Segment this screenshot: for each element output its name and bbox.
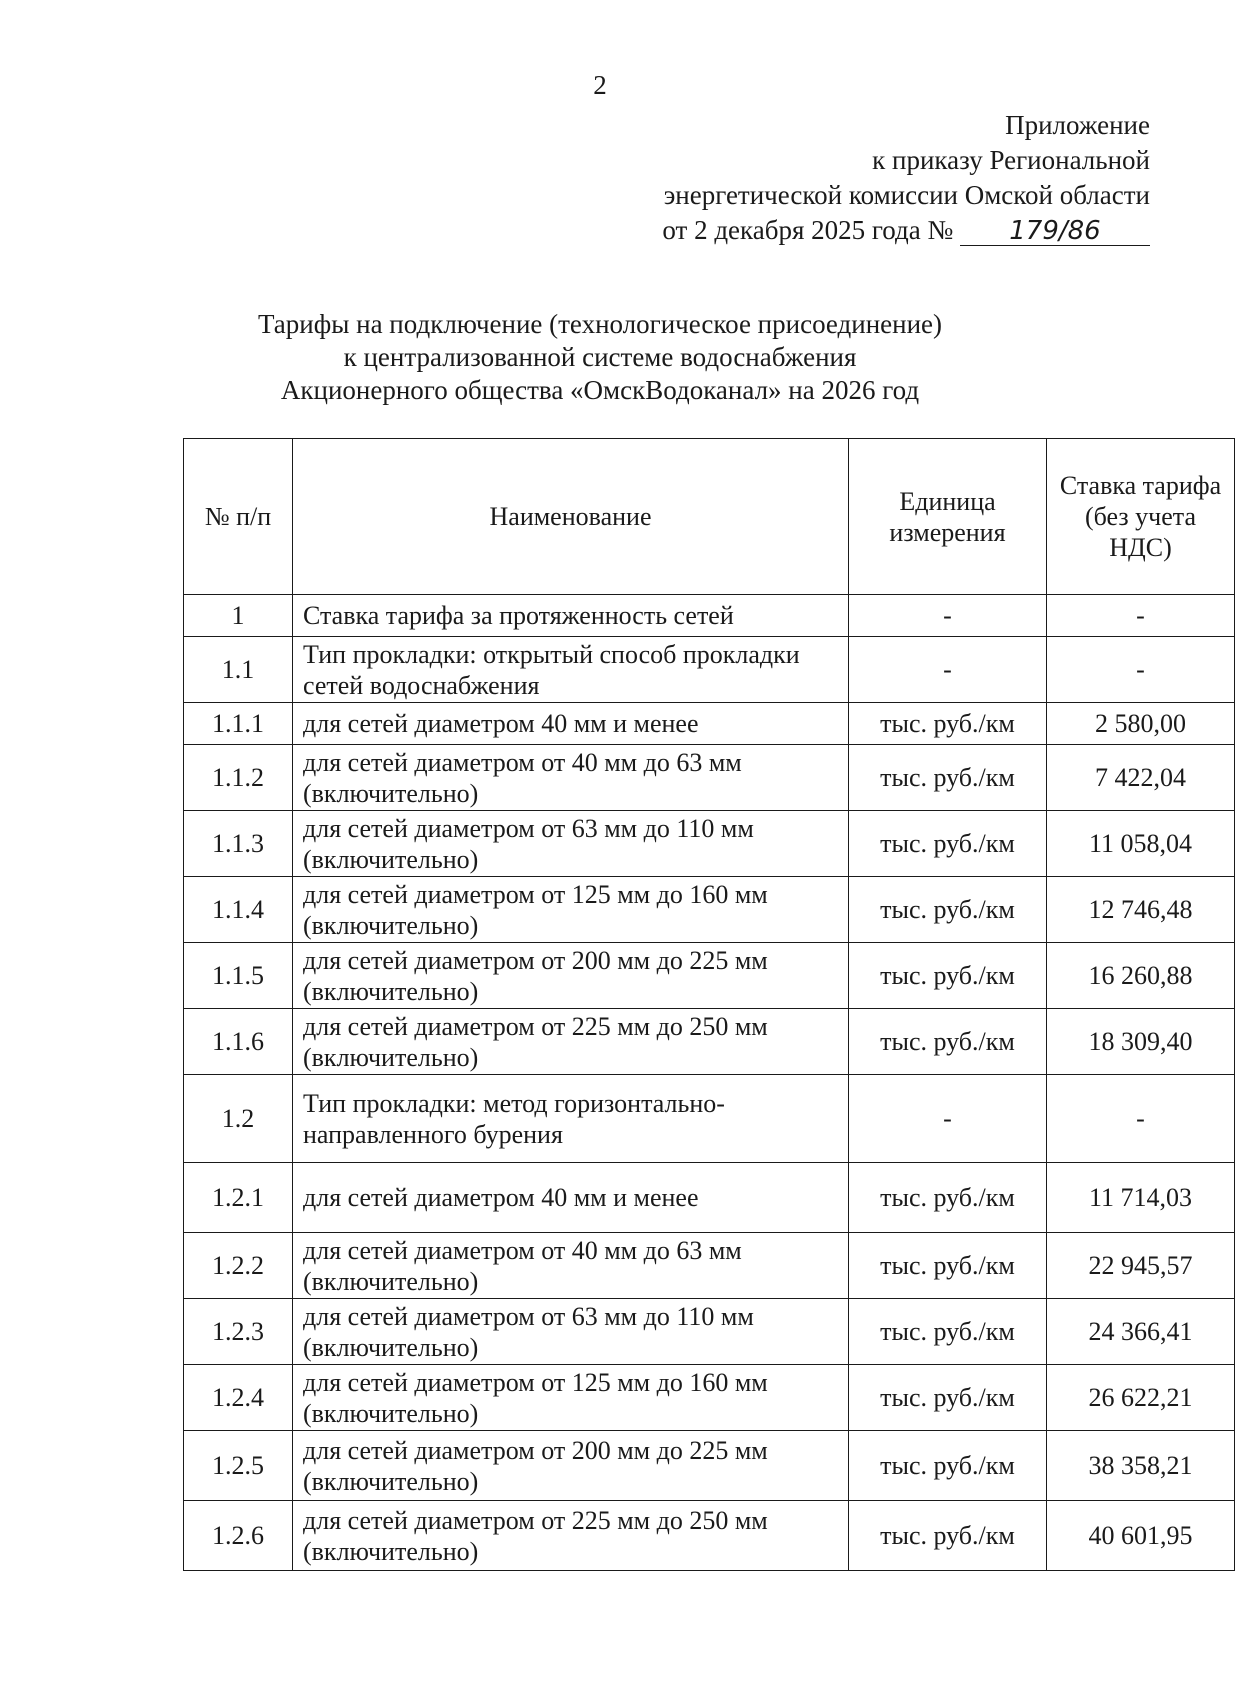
row-name: Тип прокладки: открытый способ прокладки сетей водоснабжения [293,637,849,703]
appendix-title: Приложение [1005,110,1150,140]
table-row [184,1163,1235,1233]
row-num: 1.2.5 [184,1431,293,1501]
row-num: 1.1.3 [184,811,293,877]
row-name: для сетей диаметром 40 мм и менее [293,703,849,745]
row-unit: - [849,1075,1047,1163]
row-unit: тыс. руб./км [849,1365,1047,1431]
row-rate: 22 945,57 [1047,1233,1235,1299]
table-row [184,1431,1235,1501]
row-name: для сетей диаметром от 200 мм до 225 мм (включительно) [293,943,849,1009]
table-row [184,1009,1235,1075]
row-num: 1.2.6 [184,1501,293,1571]
row-rate: 12 746,48 [1047,877,1235,943]
row-unit: тыс. руб./км [849,1163,1047,1233]
header-num: № п/п [184,439,293,595]
row-unit: тыс. руб./км [849,703,1047,745]
row-name: для сетей диаметром от 200 мм до 225 мм (включительно) [293,1431,849,1501]
row-rate: 40 601,95 [1047,1501,1235,1571]
table-row [184,1075,1235,1163]
appendix-block [662,108,1150,248]
header-name: Наименование [293,439,849,595]
row-name: Тип прокладки: метод горизонтально-направленного бурения [293,1075,849,1163]
appendix-order-ref: к приказу Региональной [872,145,1150,175]
row-unit: тыс. руб./км [849,745,1047,811]
table-row [184,1299,1235,1365]
row-unit: - [849,595,1047,637]
row-unit: тыс. руб./км [849,1431,1047,1501]
row-num: 1.1.6 [184,1009,293,1075]
row-rate: 18 309,40 [1047,1009,1235,1075]
row-rate: 24 366,41 [1047,1299,1235,1365]
row-num: 1.2.3 [184,1299,293,1365]
row-rate: - [1047,1075,1235,1163]
row-rate: - [1047,595,1235,637]
row-name: для сетей диаметром от 40 мм до 63 мм (включительно) [293,1233,849,1299]
row-num: 1.1.5 [184,943,293,1009]
table-row [184,745,1235,811]
row-num: 1.2.4 [184,1365,293,1431]
row-unit: тыс. руб./км [849,1299,1047,1365]
row-name: Ставка тарифа за протяженность сетей [293,595,849,637]
table-row [184,943,1235,1009]
row-name: для сетей диаметром от 63 мм до 110 мм (включительно) [293,1299,849,1365]
row-rate: 11 714,03 [1047,1163,1235,1233]
row-name: для сетей диаметром от 225 мм до 250 мм (включительно) [293,1009,849,1075]
row-num: 1.2.2 [184,1233,293,1299]
row-unit: тыс. руб./км [849,1009,1047,1075]
row-num: 1.2 [184,1075,293,1163]
row-num: 1.1.2 [184,745,293,811]
table-row [184,1501,1235,1571]
row-unit: тыс. руб./км [849,943,1047,1009]
table-header-row [184,439,1235,595]
row-rate: 16 260,88 [1047,943,1235,1009]
table-row [184,703,1235,745]
row-unit: тыс. руб./км [849,877,1047,943]
title-line-2: к централизованной системе водоснабжения [343,342,857,372]
row-num: 1 [184,595,293,637]
row-unit: тыс. руб./км [849,1501,1047,1571]
row-rate: - [1047,637,1235,703]
document-title [0,308,1200,407]
row-unit: тыс. руб./км [849,811,1047,877]
order-number-handwritten: 179/86 [960,217,1150,246]
table-row [184,595,1235,637]
row-name: для сетей диаметром от 125 мм до 160 мм (включительно) [293,1365,849,1431]
row-rate: 26 622,21 [1047,1365,1235,1431]
order-date-text: от 2 декабря 2025 года № [662,215,954,245]
appendix-order-date [662,213,1150,248]
appendix-commission: энергетической комиссии Омской области [663,180,1150,210]
row-rate: 38 358,21 [1047,1431,1235,1501]
table-row [184,637,1235,703]
table-row [184,877,1235,943]
row-name: для сетей диаметром от 63 мм до 110 мм (включительно) [293,811,849,877]
table-row [184,811,1235,877]
row-rate: 11 058,04 [1047,811,1235,877]
row-num: 1.1.4 [184,877,293,943]
row-num: 1.2.1 [184,1163,293,1233]
header-unit: Единица измерения [849,439,1047,595]
title-line-3: Акционерного общества «ОмскВодоканал» на 2026 год [280,375,920,405]
row-rate: 7 422,04 [1047,745,1235,811]
tariff-table [183,438,1235,1571]
title-line-1: Тарифы на подключение (технологическое присоединение) [257,309,943,339]
header-rate: Ставка тарифа (без учета НДС) [1047,439,1235,595]
row-num: 1.1 [184,637,293,703]
page-number: 2 [593,70,607,100]
row-unit: - [849,637,1047,703]
row-name: для сетей диаметром от 40 мм до 63 мм (включительно) [293,745,849,811]
row-num: 1.1.1 [184,703,293,745]
row-name: для сетей диаметром от 125 мм до 160 мм (включительно) [293,877,849,943]
row-name: для сетей диаметром 40 мм и менее [293,1163,849,1233]
row-name: для сетей диаметром от 225 мм до 250 мм (включительно) [293,1501,849,1571]
table-row [184,1233,1235,1299]
row-unit: тыс. руб./км [849,1233,1047,1299]
row-rate: 2 580,00 [1047,703,1235,745]
table-row [184,1365,1235,1431]
